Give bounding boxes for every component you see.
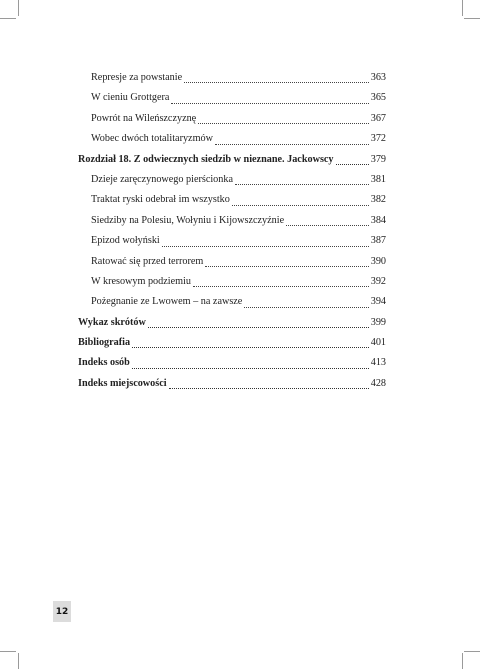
- toc-entry: [78, 109, 386, 129]
- toc-entry-page: 428: [370, 377, 386, 389]
- dot-leader: [132, 346, 369, 348]
- toc-entry-page: 384: [370, 214, 386, 226]
- toc-entry-title: Bibliografia: [78, 337, 131, 349]
- page-number-box: [53, 601, 71, 622]
- crop-mark-right-top: [464, 18, 480, 19]
- toc-entry-page: 413: [370, 357, 386, 369]
- page-number: 12: [55, 606, 69, 617]
- dot-leader: [235, 183, 369, 185]
- dot-leader: [171, 102, 368, 104]
- crop-mark-left-bottom: [0, 651, 16, 652]
- table-of-contents: [78, 68, 386, 394]
- toc-entry-title: Dzieje zaręczynowego pierścionka: [91, 173, 233, 185]
- toc-entry-title: Epizod wołyński: [91, 235, 160, 247]
- toc-entry-page: 363: [370, 72, 386, 83]
- toc-entry-title: Wobec dwóch totalitaryzmów: [91, 133, 213, 145]
- toc-entry: [78, 129, 386, 149]
- dot-leader: [205, 265, 368, 267]
- toc-entry: [78, 211, 386, 231]
- toc-entry: [78, 374, 386, 394]
- toc-entry-title: Ratować się przed terrorem: [91, 255, 204, 267]
- toc-entry-page: 387: [370, 235, 386, 247]
- toc-entry-title: Pożegnanie ze Lwowem – na zawsze: [91, 296, 243, 308]
- toc-entry: [78, 231, 386, 251]
- toc-entry-title: W cieniu Grottgera: [91, 92, 170, 104]
- toc-entry-title: W kresowym podziemiu: [91, 275, 191, 287]
- dot-leader: [193, 285, 369, 287]
- crop-mark-bottom-left: [18, 653, 19, 669]
- toc-entry: [78, 313, 386, 333]
- toc-entry: [78, 88, 386, 108]
- dot-leader: [148, 326, 369, 328]
- toc-entry-title: Indeks miejscowości: [78, 377, 167, 389]
- toc-entry-title: Siedziby na Polesiu, Wołyniu i Kijowszczyźnie: [91, 214, 285, 226]
- dot-leader: [286, 224, 369, 226]
- toc-entry-title: Wykaz skrótów: [78, 316, 146, 328]
- crop-mark-top-right: [462, 0, 463, 16]
- toc-entry-title: Powrót na Wileńszczyznę: [91, 112, 197, 124]
- dot-leader: [184, 81, 369, 83]
- toc-entry: [78, 252, 386, 272]
- toc-entry-page: 365: [370, 92, 386, 104]
- toc-entry-page: 399: [370, 316, 386, 328]
- toc-entry-page: 372: [370, 133, 386, 145]
- toc-entry-title: Indeks osób: [78, 357, 130, 369]
- crop-mark-right-bottom: [464, 651, 480, 652]
- toc-entry-page: 381: [370, 173, 386, 185]
- toc-entry-page: 367: [370, 112, 386, 124]
- crop-mark-left-top: [0, 18, 16, 19]
- crop-mark-top-left: [18, 0, 19, 16]
- dot-leader: [198, 122, 369, 124]
- toc-entry-title: Traktat ryski odebrał im wszystko: [91, 194, 230, 206]
- toc-entry-title: Rozdział 18. Z odwiecznych siedzib w nieznane. Jackowscy: [78, 153, 334, 165]
- dot-leader: [215, 143, 369, 145]
- toc-entry: [78, 292, 386, 312]
- toc-entry: [78, 353, 386, 373]
- toc-entry-title: Represje za powstanie: [91, 72, 183, 83]
- toc-entry-page: 394: [370, 296, 386, 308]
- dot-leader: [232, 204, 369, 206]
- toc-entry: [78, 272, 386, 292]
- toc-entry: [78, 170, 386, 190]
- dot-leader: [132, 367, 369, 369]
- toc-entry: [78, 68, 386, 88]
- toc-entry: [78, 333, 386, 353]
- crop-mark-bottom-right: [462, 653, 463, 669]
- toc-entry-page: 390: [370, 255, 386, 267]
- toc-entry-page: 382: [370, 194, 386, 206]
- toc-entry: [78, 150, 386, 170]
- toc-entry-page: 379: [370, 153, 386, 165]
- dot-leader: [169, 387, 369, 389]
- dot-leader: [336, 163, 369, 165]
- toc-entry-page: 401: [370, 337, 386, 349]
- toc-entry-page: 392: [370, 275, 386, 287]
- toc-entry: [78, 190, 386, 210]
- dot-leader: [162, 245, 369, 247]
- dot-leader: [244, 306, 368, 308]
